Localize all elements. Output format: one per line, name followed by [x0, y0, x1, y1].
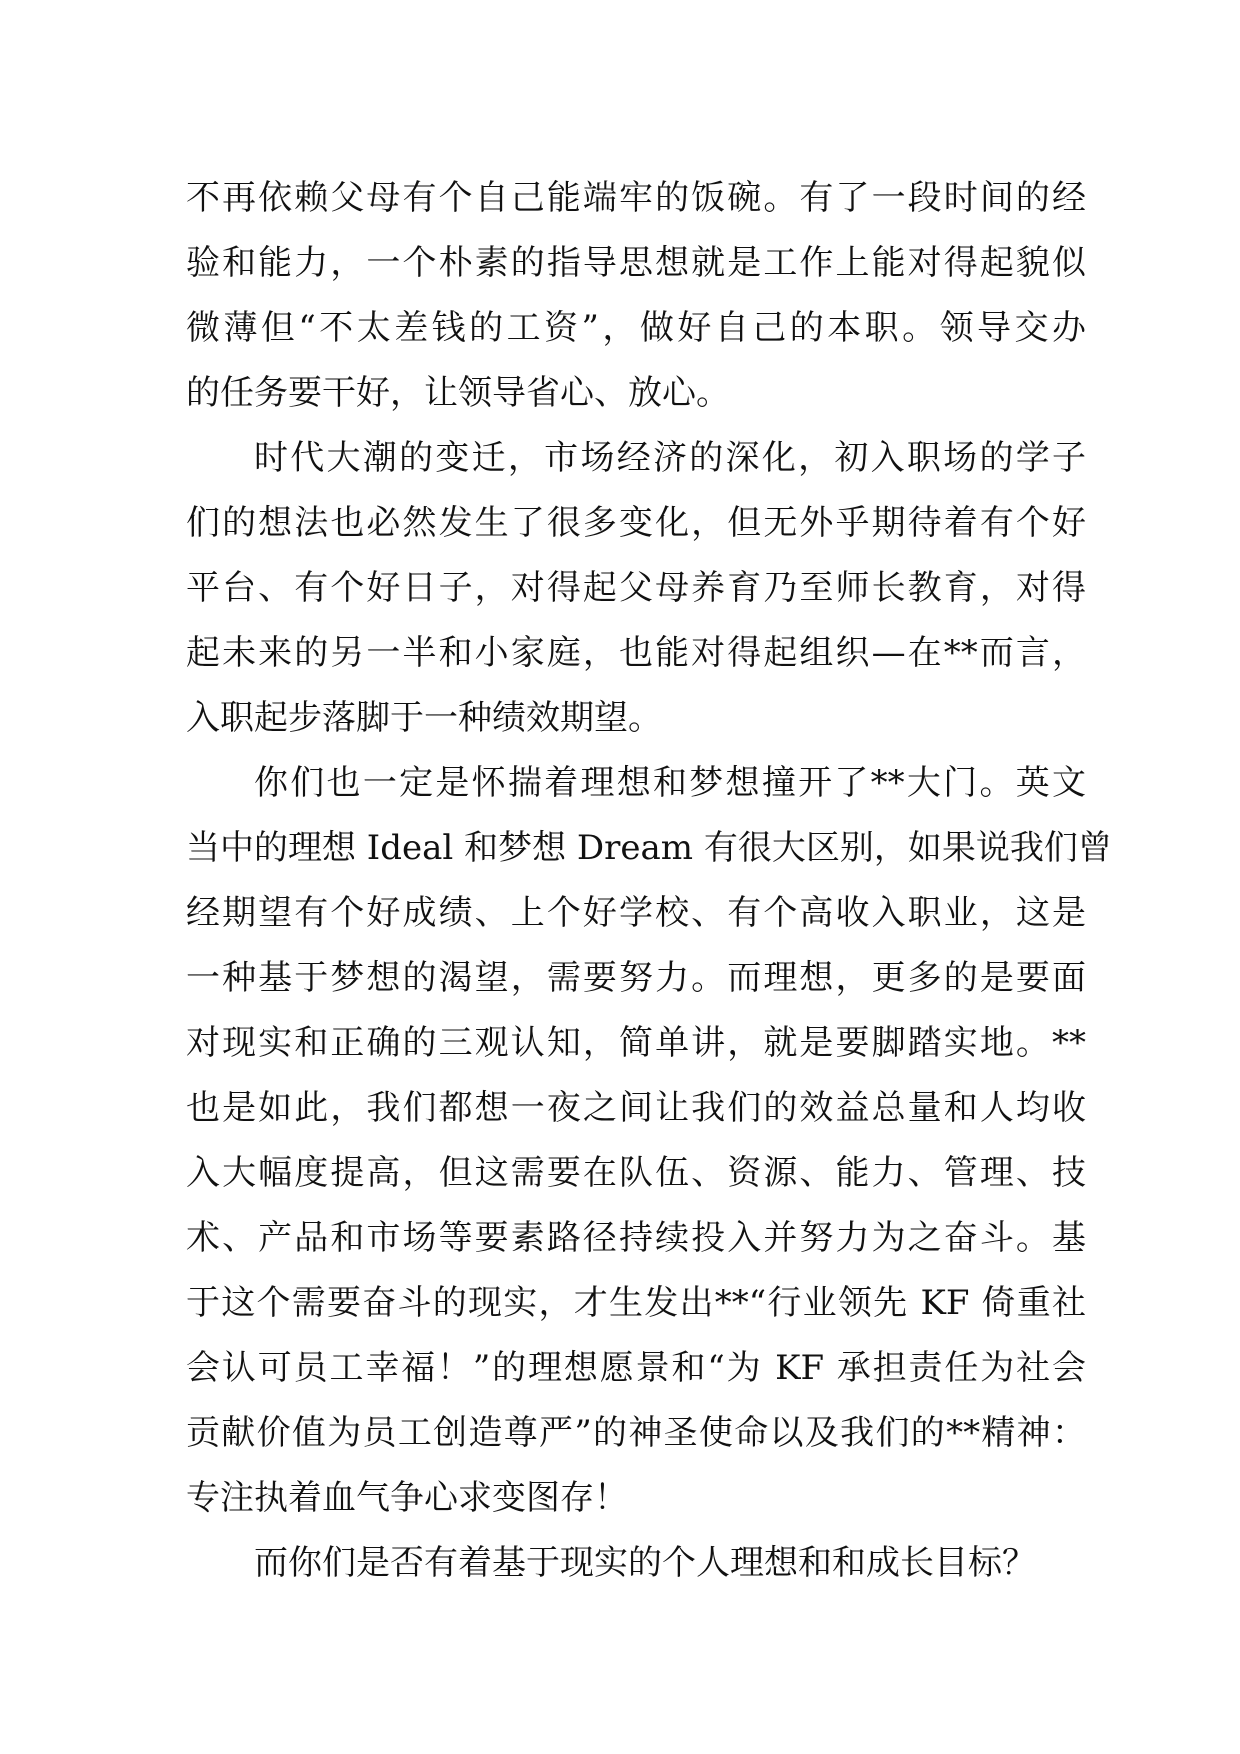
paragraph-first-line: 而你们是否有着基于现实的个人理想和和成长目标？	[254, 1543, 1036, 1583]
text-line: 当中的理想 Ideal 和梦想 Dream 有很大区别，如果说我们曾	[186, 828, 1112, 868]
text-line: 会认可员工幸福！”的理想愿景和“为 KF 承担责任为社会	[186, 1348, 1086, 1388]
text-line: 入职起步落脚于一种绩效期望。	[186, 698, 662, 738]
text-line: 于这个需要奋斗的现实，才生发出**“行业领先 KF 倚重社	[186, 1283, 1086, 1323]
text-line: 专注执着血气争心求变图存！	[186, 1478, 628, 1518]
text-line: 们的想法也必然发生了很多变化，但无外乎期待着有个好	[186, 503, 1086, 543]
text-line: 不再依赖父母有个自己能端牢的饭碗。有了一段时间的经	[186, 178, 1086, 218]
paragraph-first-line: 时代大潮的变迁，市场经济的深化，初入职场的学子	[254, 438, 1086, 478]
text-line: 验和能力，一个朴素的指导思想就是工作上能对得起貌似	[186, 243, 1086, 283]
text-line: 也是如此，我们都想一夜之间让我们的效益总量和人均收	[186, 1088, 1086, 1128]
text-line: 起未来的另一半和小家庭，也能对得起组织—在**而言，	[186, 633, 1086, 673]
text-line: 术、产品和市场等要素路径持续投入并努力为之奋斗。基	[186, 1218, 1086, 1258]
text-line: 一种基于梦想的渴望，需要努力。而理想，更多的是要面	[186, 958, 1086, 998]
text-line: 入大幅度提高，但这需要在队伍、资源、能力、管理、技	[186, 1153, 1086, 1193]
text-line: 经期望有个好成绩、上个好学校、有个高收入职业，这是	[186, 893, 1086, 933]
paragraph-first-line: 你们也一定是怀揣着理想和梦想撞开了**大门。英文	[254, 763, 1086, 803]
text-line: 的任务要干好，让领导省心、放心。	[186, 373, 730, 413]
text-line: 对现实和正确的三观认知，简单讲，就是要脚踏实地。**	[186, 1023, 1086, 1063]
body-text	[186, 166, 1112, 1596]
text-line: 平台、有个好日子，对得起父母养育乃至师长教育，对得	[186, 568, 1086, 608]
text-line: 微薄但“不太差钱的工资”，做好自己的本职。领导交办	[186, 308, 1086, 348]
text-line: 贡献价值为员工创造尊严”的神圣使命以及我们的**精神：	[186, 1413, 1086, 1453]
